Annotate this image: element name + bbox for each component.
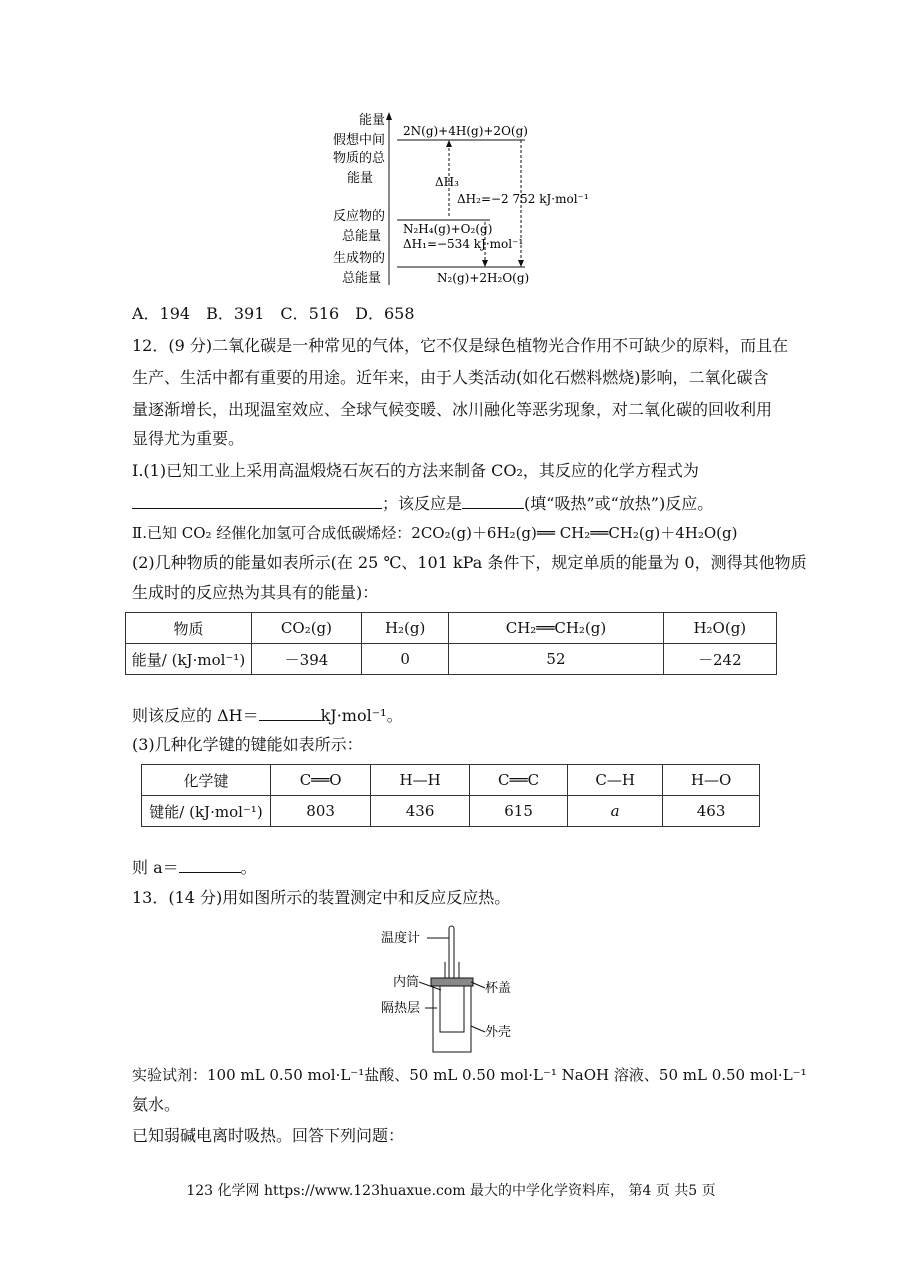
heat-type-blank[interactable]	[462, 492, 524, 509]
table-cell: 能量/ (kJ·mol⁻¹)	[126, 644, 252, 675]
table-row	[126, 644, 777, 675]
page-footer: 123 化学网 https://www.123huaxue.com 最大的中学化学资料库， 第4 页 共5 页	[186, 1183, 716, 1199]
a-blank[interactable]	[179, 856, 241, 873]
table-cell: 0	[361, 644, 448, 675]
dh1-arrow-head-icon	[482, 260, 488, 267]
q12-part1-text: Ⅰ.(1)已知工业上采用高温煅烧石灰石的方法来制备 CO₂，其反应的化学方程式为	[132, 461, 699, 480]
axis-arrow-icon	[386, 112, 392, 120]
table-header: 物质	[126, 613, 252, 644]
q12-q3: (3)几种化学键的键能如表所示：	[132, 735, 363, 754]
label-inner: 内筒	[393, 975, 420, 990]
dh-answer-line	[132, 704, 403, 727]
q11-options: A．194 B．391 C．516 D．658	[132, 304, 415, 323]
mid-level-label: N₂H₄(g)+O₂(g)	[403, 222, 493, 236]
label-react-1: 反应物的	[332, 209, 385, 224]
table-header: CO₂(g)	[252, 613, 362, 644]
table-cell: 463	[663, 796, 760, 827]
label-prod-1: 生成物的	[332, 251, 385, 266]
label-hypo-2: 物质的总	[332, 151, 385, 166]
a-prefix: 则 a＝	[132, 858, 179, 877]
q12-q2-line2: 生成时的反应热为其具有的能量)：	[132, 583, 379, 602]
label-hypo-3: 能量	[346, 171, 373, 186]
label-shell: 外壳	[485, 1025, 512, 1040]
q12-part1-tail: (填“吸热”或“放热”)反应。	[524, 494, 714, 513]
q12-line3: 量逐渐增长，出现温室效应、全球气候变暖、冰川融化等恶劣现象，对二氧化碳的回收利用	[132, 400, 773, 419]
table-row	[142, 765, 760, 796]
dh2-arrow-head-icon	[518, 260, 524, 267]
dh1-label: ΔH₁=−534 kJ·mol⁻¹	[403, 237, 524, 251]
calorimeter-diagram	[375, 922, 535, 1056]
table-header: H₂O(g)	[663, 613, 776, 644]
table-cell: 803	[271, 796, 371, 827]
energy-level-diagram	[325, 110, 595, 290]
dh2-label: ΔH₂=−2 752 kJ·mol⁻¹	[457, 192, 589, 206]
energy-table	[125, 612, 777, 675]
q12-line2: 生产、生活中都有重要的用途。近年来，由于人类活动(如化石燃料燃烧)影响，二氧化碳含	[132, 368, 769, 387]
dh-prefix: 则该反应的 ΔH＝	[132, 706, 259, 725]
q12-line4: 显得尤为重要。	[132, 429, 245, 448]
q12-part1-mid: ；该反应是	[382, 494, 463, 513]
label-prod-2: 总能量	[341, 271, 381, 286]
q12-q2-line1: (2)几种物质的能量如表所示(在 25 ℃、101 kPa 条件下，规定单质的能量为 0，测得其他物质	[132, 553, 807, 572]
q12-line1: 12．(9 分)二氧化碳是一种常见的气体，它不仅是绿色植物光合作用不可缺少的原料，而且在	[132, 336, 789, 355]
bottom-level-label: N₂(g)+2H₂O(g)	[437, 271, 530, 285]
table-header: CH₂══CH₂(g)	[449, 613, 663, 644]
q12-part2-text: Ⅱ.已知 CO₂ 经催化加氢可合成低碳烯烃：2CO₂(g)＋6H₂(g)══ CH₂══CH₂(g)＋4H₂O(g)	[132, 524, 738, 542]
label-react-2: 总能量	[341, 229, 381, 244]
dh-blank[interactable]	[259, 704, 321, 721]
table-header: C══O	[271, 765, 371, 796]
label-hypo-1: 假想中间	[332, 133, 385, 148]
table-cell: 键能/ (kJ·mol⁻¹)	[142, 796, 271, 827]
a-suffix: 。	[240, 858, 257, 877]
axis-label: 能量	[358, 113, 385, 128]
q13-reagents-1: 实验试剂：100 mL 0.50 mol·L⁻¹盐酸、50 mL 0.50 mol·L⁻¹ NaOH 溶液、50 mL 0.50 mol·L⁻¹	[132, 1066, 807, 1084]
table-cell: a	[568, 796, 663, 827]
table-header: H₂(g)	[361, 613, 448, 644]
dh3-arrow-head-icon	[446, 140, 452, 147]
cup-lid	[431, 978, 473, 986]
table-cell: 436	[371, 796, 470, 827]
leader-shell	[471, 1026, 485, 1032]
inner-cup	[440, 986, 464, 1032]
dh-unit: kJ·mol⁻¹。	[320, 706, 403, 725]
q13-reagents-2: 氨水。	[132, 1095, 181, 1114]
bond-energy-table	[141, 764, 760, 827]
top-level-label: 2N(g)+4H(g)+2O(g)	[403, 124, 528, 138]
table-header: 化学键	[142, 765, 271, 796]
table-row	[126, 613, 777, 644]
table-header: H—H	[371, 765, 470, 796]
table-header: H—O	[663, 765, 760, 796]
table-cell: －242	[663, 644, 776, 675]
equation-blank[interactable]	[132, 492, 382, 509]
table-header: C—H	[568, 765, 663, 796]
a-answer-line	[132, 856, 257, 879]
table-cell: 52	[449, 644, 663, 675]
q13-note: 已知弱碱电离时吸热。回答下列问题：	[132, 1126, 405, 1145]
table-cell: －394	[252, 644, 362, 675]
dh3-label: ΔH₃	[435, 175, 459, 189]
table-header: C══C	[469, 765, 567, 796]
table-cell: 615	[469, 796, 567, 827]
q12-part1-line2	[132, 492, 713, 515]
q13-title: 13．(14 分)用如图所示的装置测定中和反应反应热。	[132, 888, 511, 907]
table-row	[142, 796, 760, 827]
label-thermometer: 温度计	[381, 931, 421, 946]
label-lid: 杯盖	[485, 981, 512, 996]
label-insulation: 隔热层	[381, 1001, 421, 1016]
